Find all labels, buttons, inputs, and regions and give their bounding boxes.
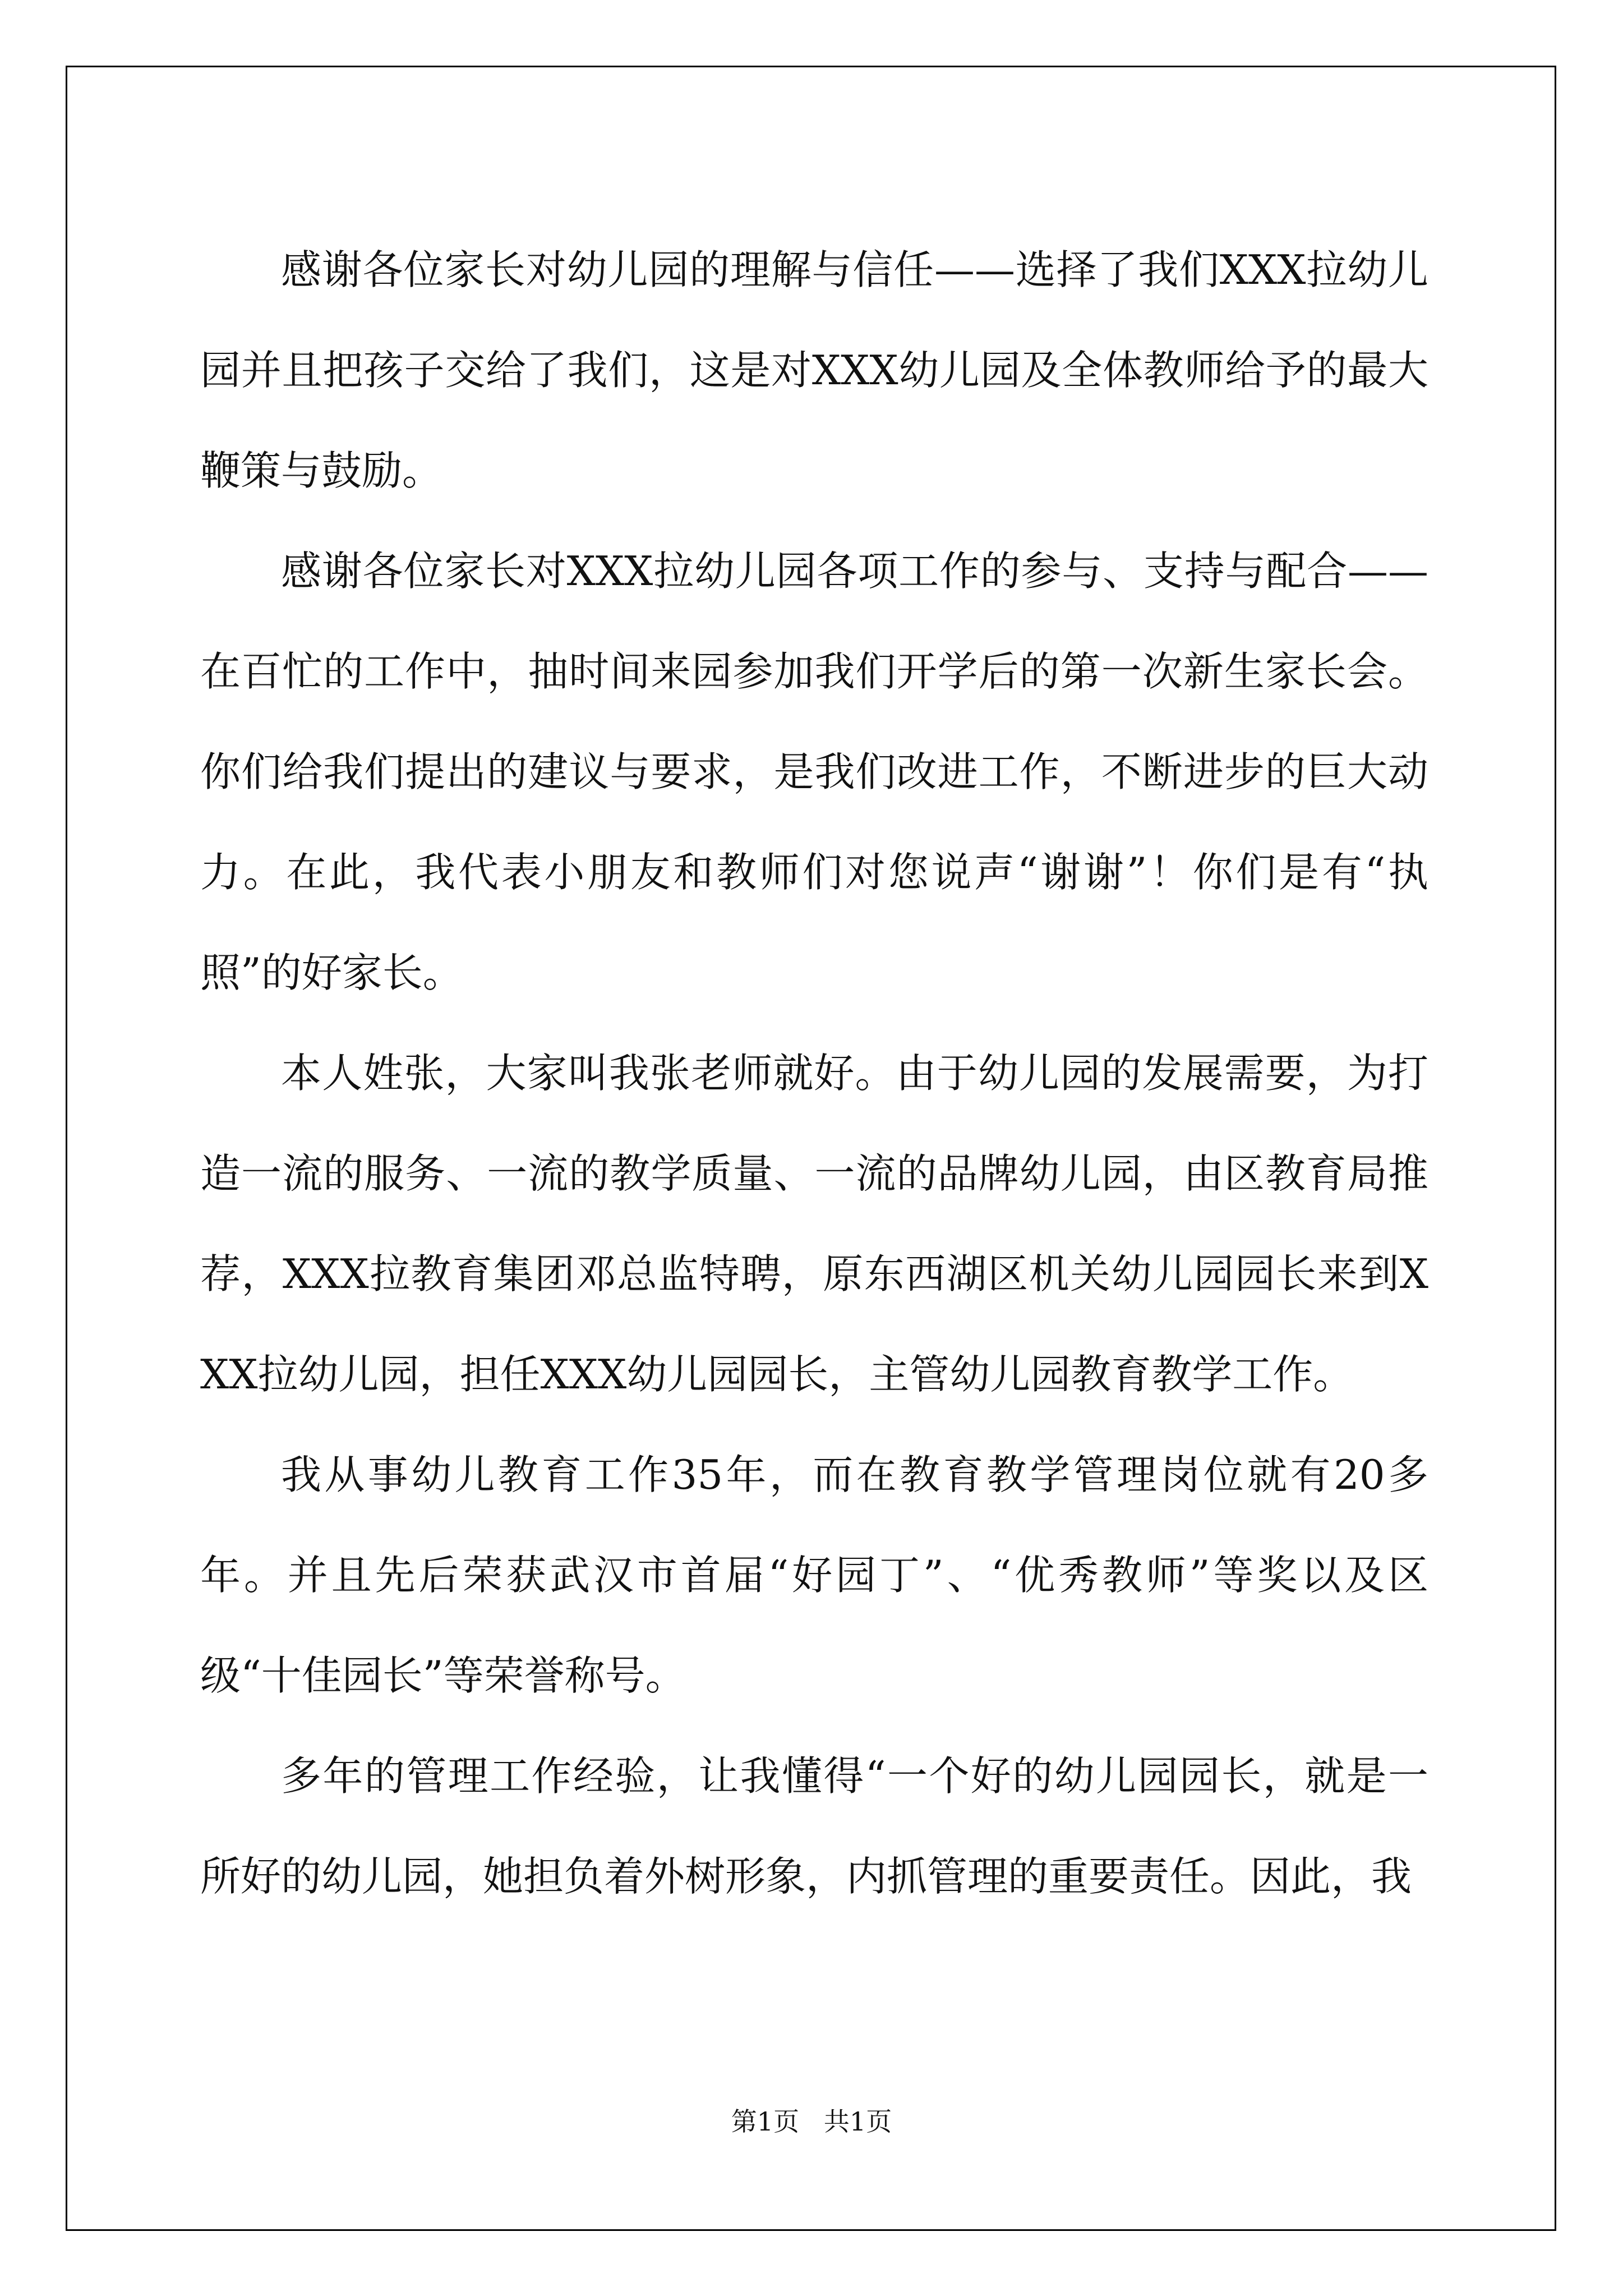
paragraph: 感谢各位家长对幼儿园的理解与信任——选择了我们XXX拉幼儿园并且把孩子交给了我们，这是对XXX幼儿园及全体教师给予的最大鞭策与鼓励。 xyxy=(200,246,1428,494)
paragraph: 本人姓张，大家叫我张老师就好。由于幼儿园的发展需要，为打造一流的服务、一流的教学质量、一流的品牌幼儿园，由区教育局推荐，XXX拉教育集团邓总监特聘，原东西湖区机关幼儿园园长来到XXX拉幼儿园，担任XXX幼儿园园长，主管幼儿园教育教学工作。 xyxy=(200,1050,1428,1398)
paragraph: 我从事幼儿教育工作35年，而在教育教学管理岗位就有20多年。并且先后荣获武汉市首届“好园丁”、“优秀教师”等奖以及区级“十佳园长”等荣誉称号。 xyxy=(200,1451,1428,1699)
paragraph: 感谢各位家长对XXX拉幼儿园各项工作的参与、支持与配合——在百忙的工作中，抽时间来园参加我们开学后的第一次新生家长会。你们给我们提出的建议与要求，是我们改进工作，不断进步的巨大动力。在此，我代表小朋友和教师们对您说声“谢谢”！你们是有“执照”的好家长。 xyxy=(200,547,1428,996)
document-body xyxy=(200,220,1428,1927)
paragraph: 多年的管理工作经验，让我懂得“一个好的幼儿园园长，就是一所好的幼儿园，她担负着外树形象，内抓管理的重要责任。因此，我 xyxy=(200,1752,1428,1900)
page-number-footer: 第1页 共1页 xyxy=(731,2106,892,2137)
